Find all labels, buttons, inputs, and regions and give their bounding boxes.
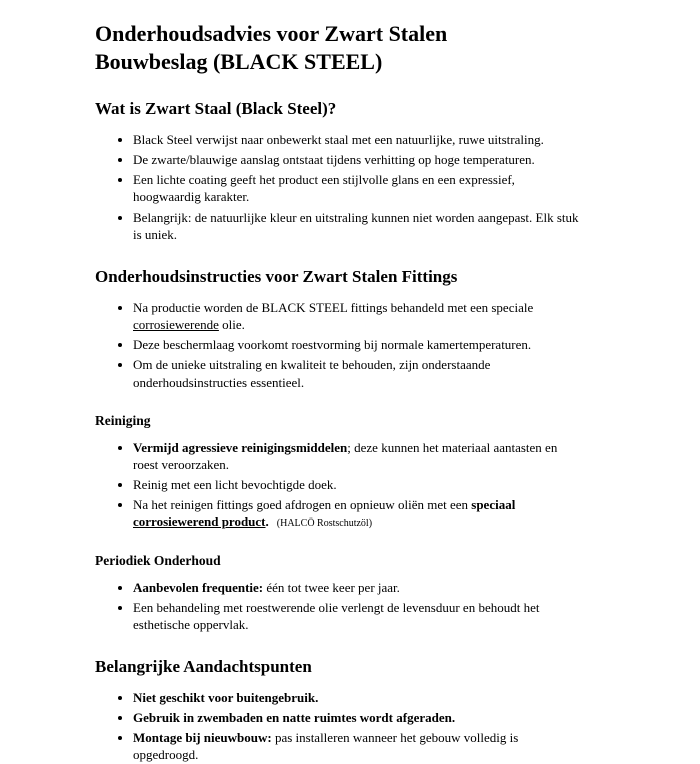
bold-lead: Aanbevolen frequentie:: [133, 579, 264, 595]
bold-lead: Montage bij nieuwbouw:: [133, 730, 272, 746]
subsection-heading-periodiek-onderhoud: Periodiek Onderhoud: [95, 552, 221, 568]
list-item: • Om de unieke uitstraling en kwaliteit te behouden, zijn onderstaande onderhoudsinstructies essentieel.: [133, 356, 585, 390]
bullet-text: één tot twee keer per jaar.: [263, 579, 400, 595]
section-heading-onderhoudsinstructies: Onderhoudsinstructies voor Zwart Stalen Fittings: [95, 266, 458, 286]
bullet-text: .: [265, 514, 269, 530]
underlined-term: corrosiewerende: [133, 317, 219, 333]
list-item: [133, 496, 585, 530]
list-item: • Reinig met een licht bevochtigde doek.: [133, 476, 585, 493]
list-item: • Deze beschermlaag voorkomt roestvorming bij normale kamertemperaturen.: [133, 336, 585, 353]
onderhoudsinstructies-list: [95, 299, 595, 391]
bold-term: speciaal: [471, 497, 516, 513]
bullet-text: Na productie worden de BLACK STEEL fittings behandeld met een speciale: [133, 299, 534, 315]
list-item: [133, 729, 585, 763]
list-item: • Niet geschikt voor buitengebruik.: [133, 689, 585, 706]
list-item: [133, 299, 585, 333]
list-item: • Black Steel verwijst naar onbewerkt staal met een natuurlijke, ruwe uitstraling.: [133, 131, 585, 148]
subsection-heading-reiniging: Reiniging: [95, 412, 151, 428]
reiniging-list: [95, 439, 595, 531]
bold-underlined-term: corrosiewerend product: [133, 514, 266, 530]
list-item: • Gebruik in zwembaden en natte ruimtes wordt afgeraden.: [133, 709, 585, 726]
list-item: • Een lichte coating geeft het product een stijlvolle glans en een expressief, hoogwaardig karakter.: [133, 171, 585, 205]
bullet-text: olie.: [218, 317, 245, 333]
list-item: • Belangrijk: de natuurlijke kleur en uitstraling kunnen niet worden aangepast. Elk stuk is uniek.: [133, 209, 585, 243]
section-heading-wat-is-zwart-staal: Wat is Zwart Staal (Black Steel)?: [95, 99, 337, 118]
bold-lead: Vermijd agressieve reinigingsmiddelen: [133, 439, 348, 455]
list-item: • De zwarte/blauwige aanslag ontstaat tijdens verhitting op hoge temperaturen.: [133, 151, 585, 168]
list-item: [133, 579, 585, 596]
wat-is-list: [95, 131, 595, 243]
list-item: • Een behandeling met roestwerende olie verlengt de levensduur en behoudt het esthetische oppervlak.: [133, 599, 585, 633]
product-note: (HALCÖ Rostschutzöl): [276, 518, 373, 530]
bullet-text: pas installeren wanneer het gebouw volledig is opgedroogd.: [133, 730, 519, 763]
list-item: [133, 439, 585, 473]
bullet-text: ; deze kunnen het materiaal aantasten en roest veroorzaken.: [133, 439, 558, 472]
periodiek-onderhoud-list: [95, 579, 595, 633]
aandachtspunten-list: [95, 689, 595, 764]
bullet-text: Na het reinigen fittings goed afdrogen en opnieuw oliën met een: [133, 497, 472, 513]
section-heading-aandachtspunten: Belangrijke Aandachtspunten: [95, 657, 312, 676]
document-title: Onderhoudsadvies voor Zwart Stalen Bouwbeslag (BLACK STEEL): [95, 21, 448, 74]
